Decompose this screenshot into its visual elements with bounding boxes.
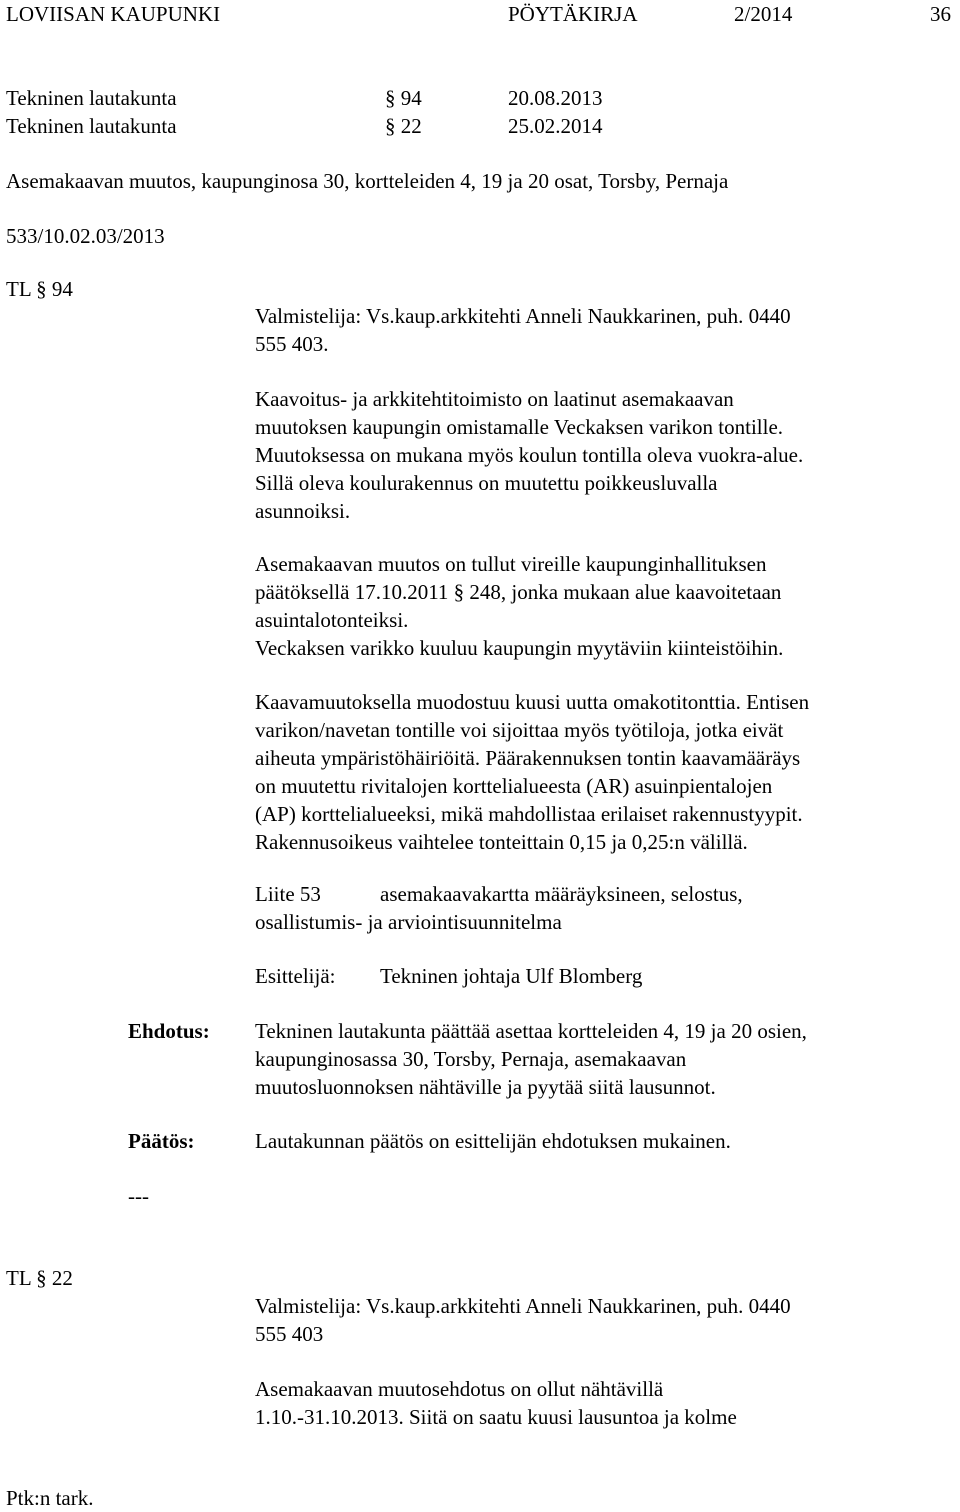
proposal-label: Ehdotus: (128, 1019, 210, 1043)
presenter-label: Esittelijä: (255, 964, 336, 988)
attachment-label: Liite 53 (255, 882, 321, 906)
text-line: aiheuta ympäristöhäiriöitä. Päärakennuksen tontin kaavamääräys (255, 746, 801, 770)
doc-type: PÖYTÄKIRJA (508, 2, 638, 26)
text-line: muutoksen kaupungin omistamalle Veckaksen varikon tontille. (255, 415, 784, 439)
text-line: Kaavamuutoksella muodostuu kuusi uutta omakotitonttia. Entisen (255, 690, 810, 714)
preparer-tl22 (255, 1292, 791, 1348)
text-line: on muutettu rivitalojen korttelialueesta (AR) asuinpientalojen (255, 774, 773, 798)
text-line: Muutoksessa on mukana myös koulun tontilla oleva vuokra-alue. (255, 443, 804, 467)
section-label-tl94: TL § 94 (6, 277, 73, 301)
proposal-text (255, 1017, 807, 1101)
file-number: 533/10.02.03/2013 (6, 224, 165, 248)
text-line: Tekninen lautakunta päättää asettaa kortteleiden 4, 19 ja 20 osien, (255, 1019, 807, 1043)
ref-body-1: Tekninen lautakunta (6, 86, 177, 110)
presenter-name: Tekninen johtaja Ulf Blomberg (380, 964, 643, 988)
text-line: asuintalotonteiksi. (255, 608, 409, 632)
text-line: Veckaksen varikko kuuluu kaupungin myytäviin kiinteistöihin. (255, 636, 784, 660)
issue-number: 2/2014 (734, 2, 793, 26)
ref-date-2: 25.02.2014 (508, 114, 603, 138)
text-line: Asemakaavan muutosehdotus on ollut nähtävillä (255, 1377, 664, 1401)
section-separator: --- (128, 1184, 149, 1208)
text-line: muutosluonnoksen nähtäville ja pyytää siitä lausunnot. (255, 1075, 716, 1099)
preparer-line: 555 403. (255, 332, 329, 356)
attachment-text: asemakaavakartta määräyksineen, selostus, (380, 882, 743, 906)
org-name: LOVIISAN KAUPUNKI (6, 2, 221, 26)
preparer-tl94 (255, 302, 791, 358)
text-line: asunnoiksi. (255, 499, 351, 523)
paragraph-3 (255, 688, 809, 856)
preparer-line: Valmistelija: Vs.kaup.arkkitehti Anneli Naukkarinen, puh. 0440 (255, 1294, 791, 1318)
paragraph-2 (255, 550, 783, 662)
text-line: päätöksellä 17.10.2011 § 248, jonka mukaan alue kaavoitetaan (255, 580, 782, 604)
ref-section-2: § 22 (385, 114, 422, 138)
text-line: Kaavoitus- ja arkkitehtitoimisto on laatinut asemakaavan (255, 387, 734, 411)
preparer-line: 555 403 (255, 1322, 324, 1346)
text-line: kaupunginosassa 30, Torsby, Pernaja, asemakaavan (255, 1047, 687, 1071)
decision-label: Päätös: (128, 1129, 195, 1153)
preparer-line: Valmistelija: Vs.kaup.arkkitehti Anneli Naukkarinen, puh. 0440 (255, 304, 791, 328)
attachment-text-2: osallistumis- ja arviointisuunnitelma (255, 910, 562, 934)
text-line: (AP) korttelialueeksi, mikä mahdollistaa erilaiset rakennustyypit. (255, 802, 803, 826)
text-line: Rakennusoikeus vaihtelee tonteittain 0,15 ja 0,25:n välillä. (255, 830, 748, 854)
decision-text: Lautakunnan päätös on esittelijän ehdotuksen mukainen. (255, 1129, 731, 1153)
text-line: 1.10.-31.10.2013. Siitä on saatu kuusi lausuntoa ja kolme (255, 1405, 737, 1429)
paragraph-1 (255, 385, 803, 525)
footer-initials-label: Ptk:n tark. (6, 1486, 94, 1510)
text-line: Asemakaavan muutos on tullut vireille kaupunginhallituksen (255, 552, 767, 576)
section-label-tl22: TL § 22 (6, 1266, 73, 1290)
text-line: varikon/navetan tontille voi sijoittaa myös työtiloja, jotka eivät (255, 718, 784, 742)
page-number: 36 (930, 2, 951, 26)
page-title: Asemakaavan muutos, kaupunginosa 30, kortteleiden 4, 19 ja 20 osat, Torsby, Pernaja (6, 169, 729, 193)
paragraph-tl22-1 (255, 1375, 737, 1431)
ref-body-2: Tekninen lautakunta (6, 114, 177, 138)
ref-date-1: 20.08.2013 (508, 86, 603, 110)
text-line: Sillä oleva koulurakennus on muutettu poikkeusluvalla (255, 471, 718, 495)
ref-section-1: § 94 (385, 86, 422, 110)
